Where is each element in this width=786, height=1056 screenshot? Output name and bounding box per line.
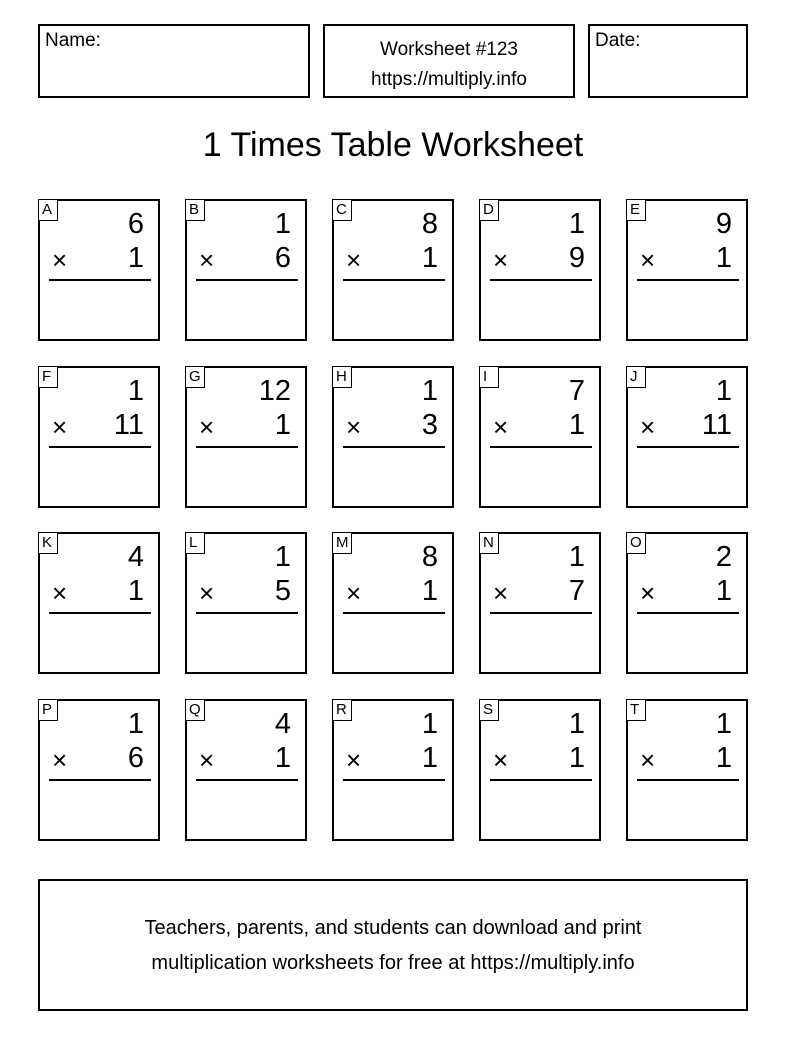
problem-top-number: 6 [127, 208, 144, 240]
problem-card[interactable] [479, 699, 601, 841]
name-field[interactable] [38, 24, 310, 98]
answer-line [637, 779, 739, 781]
problem-card[interactable] [332, 699, 454, 841]
problem-card[interactable] [38, 199, 160, 341]
times-sign: × [52, 578, 68, 608]
problem-letter: A [38, 199, 58, 221]
times-sign: × [346, 412, 362, 442]
answer-line [343, 279, 445, 281]
times-sign: × [199, 745, 215, 775]
name-label: Name: [45, 30, 101, 51]
problem-card[interactable] [332, 532, 454, 674]
answer-line [49, 612, 151, 614]
problem-top-number: 8 [421, 541, 438, 573]
problem-bottom-number: 1 [421, 575, 438, 607]
problem-top-number: 1 [127, 375, 144, 407]
problem-bottom-number: 1 [568, 409, 585, 441]
answer-line [637, 279, 739, 281]
answer-line [343, 446, 445, 448]
problem-letter: L [185, 532, 205, 554]
answer-line [490, 779, 592, 781]
problem-top-number: 4 [127, 541, 144, 573]
answer-line [343, 779, 445, 781]
problem-bottom-number: 5 [274, 575, 291, 607]
problem-letter: N [479, 532, 499, 554]
problem-card[interactable] [185, 199, 307, 341]
problem-top-number: 1 [715, 708, 732, 740]
problem-top-number: 1 [568, 708, 585, 740]
times-sign: × [640, 412, 656, 442]
problem-card[interactable] [626, 699, 748, 841]
times-sign: × [640, 745, 656, 775]
footer-note [38, 879, 748, 1011]
problem-bottom-number: 1 [421, 242, 438, 274]
problem-letter: F [38, 366, 58, 388]
times-sign: × [493, 578, 509, 608]
problem-top-number: 1 [715, 375, 732, 407]
problem-card[interactable] [185, 366, 307, 508]
answer-line [196, 279, 298, 281]
times-sign: × [199, 412, 215, 442]
times-sign: × [640, 578, 656, 608]
answer-line [196, 446, 298, 448]
problem-letter: P [38, 699, 58, 721]
times-sign: × [493, 245, 509, 275]
problem-letter: T [626, 699, 646, 721]
date-label: Date: [595, 30, 641, 51]
problem-bottom-number: 1 [715, 575, 732, 607]
problem-bottom-number: 6 [127, 742, 144, 774]
problem-top-number: 7 [568, 375, 585, 407]
problem-card[interactable] [332, 366, 454, 508]
footer-line-1: Teachers, parents, and students can download and print [144, 917, 642, 939]
answer-line [490, 446, 592, 448]
answer-line [490, 612, 592, 614]
problem-card[interactable] [185, 699, 307, 841]
times-sign: × [346, 745, 362, 775]
date-field[interactable] [588, 24, 748, 98]
problem-card[interactable] [38, 532, 160, 674]
answer-line [637, 446, 739, 448]
problem-bottom-number: 1 [274, 409, 291, 441]
problem-card[interactable] [479, 199, 601, 341]
problem-top-number: 4 [274, 708, 291, 740]
problem-card[interactable] [185, 532, 307, 674]
worksheet-info-box [323, 24, 575, 98]
problem-letter: O [626, 532, 646, 554]
times-sign: × [52, 745, 68, 775]
page-title: 1 Times Table Worksheet [202, 126, 584, 164]
problem-letter: J [626, 366, 646, 388]
answer-line [49, 446, 151, 448]
problem-letter: H [332, 366, 352, 388]
worksheet-number: Worksheet #123 [379, 39, 518, 60]
problem-bottom-number: 1 [715, 742, 732, 774]
times-sign: × [52, 245, 68, 275]
problem-bottom-number: 6 [274, 242, 291, 274]
times-sign: × [199, 245, 215, 275]
answer-line [343, 612, 445, 614]
problem-top-number: 2 [715, 541, 732, 573]
problem-bottom-number: 11 [701, 409, 732, 441]
times-sign: × [493, 745, 509, 775]
problem-top-number: 1 [568, 208, 585, 240]
problem-card[interactable] [38, 366, 160, 508]
answer-line [196, 612, 298, 614]
problem-letter: C [332, 199, 352, 221]
problem-letter: G [185, 366, 205, 388]
problem-top-number: 1 [421, 708, 438, 740]
problem-card[interactable] [332, 199, 454, 341]
problem-top-number: 12 [258, 375, 291, 407]
footer-line-2: multiplication worksheets for free at https://multiply.info [151, 952, 635, 974]
times-sign: × [640, 245, 656, 275]
problem-bottom-number: 1 [127, 575, 144, 607]
problem-card[interactable] [626, 199, 748, 341]
problem-top-number: 9 [715, 208, 732, 240]
answer-line [637, 612, 739, 614]
times-sign: × [346, 578, 362, 608]
problem-letter: E [626, 199, 646, 221]
problem-letter: I [479, 366, 499, 388]
times-sign: × [493, 412, 509, 442]
problem-card[interactable] [479, 532, 601, 674]
problem-top-number: 1 [274, 541, 291, 573]
problem-top-number: 8 [421, 208, 438, 240]
problem-bottom-number: 1 [421, 742, 438, 774]
problem-card[interactable] [479, 366, 601, 508]
problem-card[interactable] [626, 532, 748, 674]
problem-top-number: 1 [274, 208, 291, 240]
times-sign: × [52, 412, 68, 442]
problem-bottom-number: 1 [127, 242, 144, 274]
answer-line [49, 279, 151, 281]
problem-bottom-number: 7 [568, 575, 585, 607]
problem-card[interactable] [626, 366, 748, 508]
answer-line [49, 779, 151, 781]
worksheet-url: https://multiply.info [371, 69, 527, 90]
problem-bottom-number: 9 [568, 242, 585, 274]
problem-bottom-number: 3 [421, 409, 438, 441]
problem-bottom-number: 1 [568, 742, 585, 774]
problem-letter: Q [185, 699, 205, 721]
problem-letter: M [332, 532, 352, 554]
problem-letter: S [479, 699, 499, 721]
problem-letter: K [38, 532, 58, 554]
answer-line [196, 779, 298, 781]
problem-card[interactable] [38, 699, 160, 841]
problem-bottom-number: 1 [274, 742, 291, 774]
problem-top-number: 1 [568, 541, 585, 573]
problem-letter: D [479, 199, 499, 221]
problem-letter: B [185, 199, 205, 221]
times-sign: × [199, 578, 215, 608]
problem-bottom-number: 1 [715, 242, 732, 274]
problem-bottom-number: 11 [113, 409, 144, 441]
times-sign: × [346, 245, 362, 275]
problem-top-number: 1 [127, 708, 144, 740]
answer-line [490, 279, 592, 281]
problem-top-number: 1 [421, 375, 438, 407]
problem-letter: R [332, 699, 352, 721]
